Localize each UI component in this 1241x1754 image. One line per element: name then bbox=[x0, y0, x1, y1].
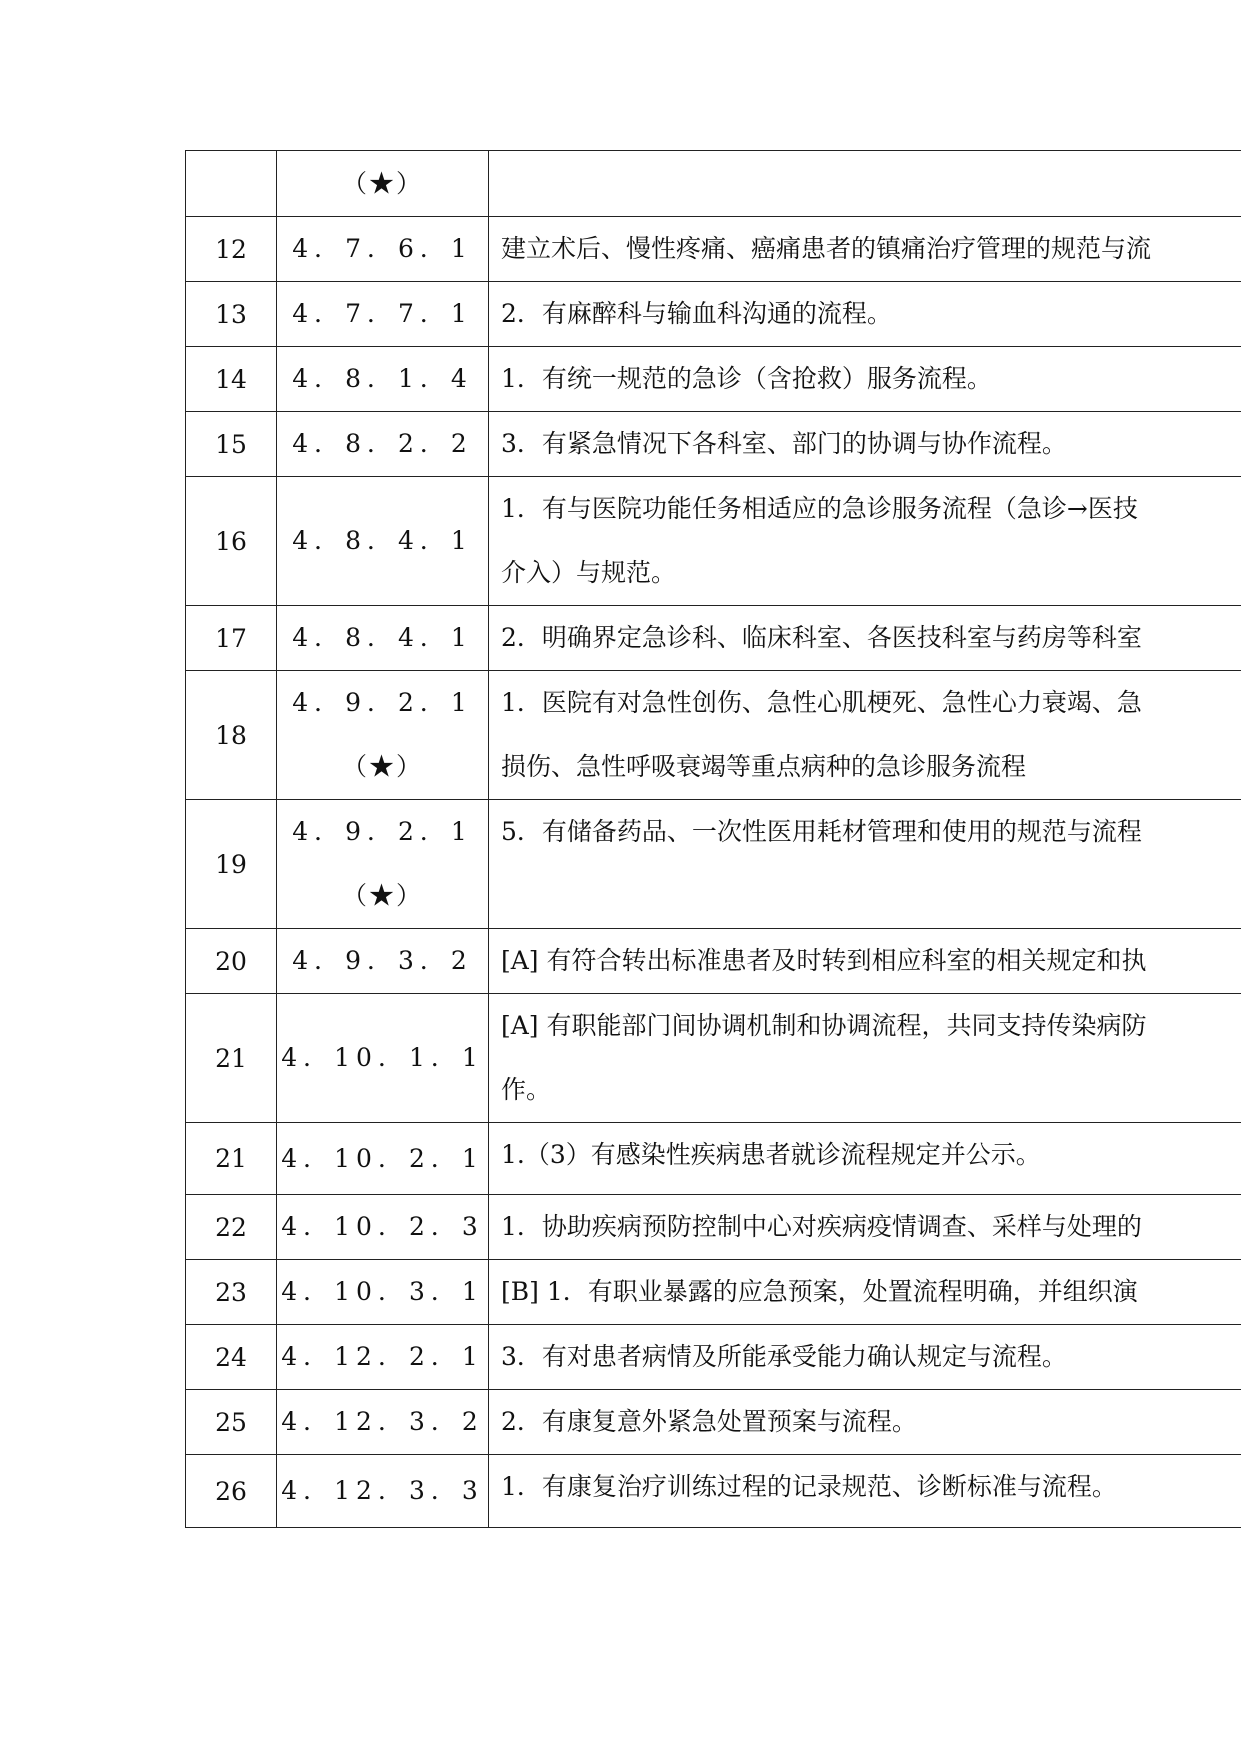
clause-code-cell: 4．7．6．1 bbox=[277, 217, 489, 282]
row-number-cell: 16 bbox=[186, 477, 277, 606]
requirement-text-cell bbox=[489, 347, 1241, 412]
table-row bbox=[186, 800, 1241, 929]
requirement-text-cell bbox=[489, 671, 1241, 800]
clause-code-cell: 4．8．4．1 bbox=[277, 606, 489, 671]
table-row bbox=[186, 412, 1241, 477]
row-number-cell: 24 bbox=[186, 1325, 277, 1390]
requirement-text-line: 1．有统一规范的急诊（含抢救）服务流程。 bbox=[501, 364, 992, 393]
row-number-cell: 21 bbox=[186, 994, 277, 1123]
clause-code-cell: 4．7．7．1 bbox=[277, 282, 489, 347]
requirement-text-line: [B] 1．有职业暴露的应急预案，处置流程明确，并组织演 bbox=[501, 1277, 1138, 1306]
clause-code: 4．9．2．1 bbox=[292, 817, 473, 846]
requirement-text-cell bbox=[489, 217, 1241, 282]
clause-code-cell: 4．8．1．4 bbox=[277, 347, 489, 412]
star-mark: （★） bbox=[341, 168, 423, 198]
clause-code-cell: 4．10．2．3 bbox=[277, 1195, 489, 1260]
row-number-cell: 19 bbox=[186, 800, 277, 929]
table-row bbox=[186, 1195, 1241, 1260]
requirement-text-cell bbox=[489, 151, 1241, 217]
requirement-text-cell bbox=[489, 1390, 1241, 1455]
requirement-text-cell bbox=[489, 1455, 1241, 1528]
requirement-text-line: 2．明确界定急诊科、临床科室、各医技科室与药房等科室 bbox=[501, 623, 1142, 652]
table-row bbox=[186, 477, 1241, 606]
requirement-text-line: 3．有紧急情况下各科室、部门的协调与协作流程。 bbox=[501, 429, 1067, 458]
row-number-cell: 18 bbox=[186, 671, 277, 800]
table-row bbox=[186, 1390, 1241, 1455]
table-row bbox=[186, 994, 1241, 1123]
row-number-cell: 23 bbox=[186, 1260, 277, 1325]
requirement-text-line: 作。 bbox=[501, 1075, 552, 1104]
requirement-text-cell bbox=[489, 477, 1241, 606]
clause-code-cell: 4．12．3．3 bbox=[277, 1455, 489, 1528]
requirement-text-line: 介入）与规范。 bbox=[501, 558, 677, 587]
table-row bbox=[186, 671, 1241, 800]
star-mark: （★） bbox=[341, 752, 423, 781]
table-row-continuation bbox=[186, 151, 1241, 217]
clause-code-cell: 4．9．3．2 bbox=[277, 929, 489, 994]
clause-code-cell: 4．8．4．1 bbox=[277, 477, 489, 606]
requirement-text-line: 3．有对患者病情及所能承受能力确认规定与流程。 bbox=[501, 1342, 1067, 1371]
requirement-text-cell bbox=[489, 994, 1241, 1123]
requirement-text-cell bbox=[489, 1260, 1241, 1325]
table-row bbox=[186, 1123, 1241, 1195]
clause-code-cell: 4．12．3．2 bbox=[277, 1390, 489, 1455]
requirement-text-cell bbox=[489, 800, 1241, 929]
requirement-text-cell bbox=[489, 1123, 1241, 1195]
requirement-text-line: 2．有麻醉科与输血科沟通的流程。 bbox=[501, 299, 892, 328]
row-number-cell: 13 bbox=[186, 282, 277, 347]
requirement-text-line: [A] 有符合转出标准患者及时转到相应科室的相关规定和执 bbox=[501, 946, 1147, 975]
row-number-cell: 25 bbox=[186, 1390, 277, 1455]
table-row bbox=[186, 1260, 1241, 1325]
clause-code-cell: 4．10．1．1 bbox=[277, 994, 489, 1123]
requirement-text-cell bbox=[489, 412, 1241, 477]
star-mark: （★） bbox=[341, 881, 423, 910]
table-row bbox=[186, 282, 1241, 347]
row-number-cell bbox=[186, 151, 277, 217]
clause-code-cell bbox=[277, 800, 489, 929]
requirement-text-cell bbox=[489, 1195, 1241, 1260]
requirement-text-cell bbox=[489, 929, 1241, 994]
row-number-cell: 14 bbox=[186, 347, 277, 412]
clause-code-cell: 4．8．2．2 bbox=[277, 412, 489, 477]
requirement-text-line: 1．有康复治疗训练过程的记录规范、诊断标准与流程。 bbox=[501, 1472, 1117, 1501]
clause-code-cell: 4．10．2．1 bbox=[277, 1123, 489, 1195]
row-number-cell: 17 bbox=[186, 606, 277, 671]
requirement-text-cell bbox=[489, 606, 1241, 671]
table-row bbox=[186, 1325, 1241, 1390]
requirement-text-cell bbox=[489, 282, 1241, 347]
requirement-text-line: 建立术后、慢性疼痛、癌痛患者的镇痛治疗管理的规范与流 bbox=[501, 234, 1152, 263]
row-number-cell: 15 bbox=[186, 412, 277, 477]
row-number-cell: 20 bbox=[186, 929, 277, 994]
requirement-text-line: 1.（3）有感染性疾病患者就诊流程规定并公示。 bbox=[501, 1140, 1041, 1169]
row-number-cell: 12 bbox=[186, 217, 277, 282]
table-row bbox=[186, 929, 1241, 994]
row-number-cell: 26 bbox=[186, 1455, 277, 1528]
clause-code-cell bbox=[277, 671, 489, 800]
clause-code-cell: 4．10．3．1 bbox=[277, 1260, 489, 1325]
row-number-cell: 22 bbox=[186, 1195, 277, 1260]
clause-code-cell: 4．12．2．1 bbox=[277, 1325, 489, 1390]
requirement-text-line: 1．医院有对急性创伤、急性心肌梗死、急性心力衰竭、急 bbox=[501, 688, 1142, 717]
table-row bbox=[186, 347, 1241, 412]
requirement-text-line: 损伤、急性呼吸衰竭等重点病种的急诊服务流程 bbox=[501, 752, 1027, 781]
requirement-text-line: 1．协助疾病预防控制中心对疾病疫情调查、采样与处理的 bbox=[501, 1212, 1142, 1241]
clause-code-cell bbox=[277, 151, 489, 217]
requirement-text-line: [A] 有职能部门间协调机制和协调流程，共同支持传染病防 bbox=[501, 1011, 1147, 1040]
clause-code: 4．9．2．1 bbox=[292, 688, 473, 717]
table-row bbox=[186, 1455, 1241, 1528]
requirement-text-line: 5．有储备药品、一次性医用耗材管理和使用的规范与流程 bbox=[501, 817, 1142, 846]
requirement-text-line: 2．有康复意外紧急处置预案与流程。 bbox=[501, 1407, 917, 1436]
requirement-text-cell bbox=[489, 1325, 1241, 1390]
table-row bbox=[186, 606, 1241, 671]
requirement-text-line: 1．有与医院功能任务相适应的急诊服务流程（急诊→医技 bbox=[501, 494, 1138, 523]
row-number-cell: 21 bbox=[186, 1123, 277, 1195]
process-standards-table bbox=[185, 150, 1241, 1528]
table-row bbox=[186, 217, 1241, 282]
